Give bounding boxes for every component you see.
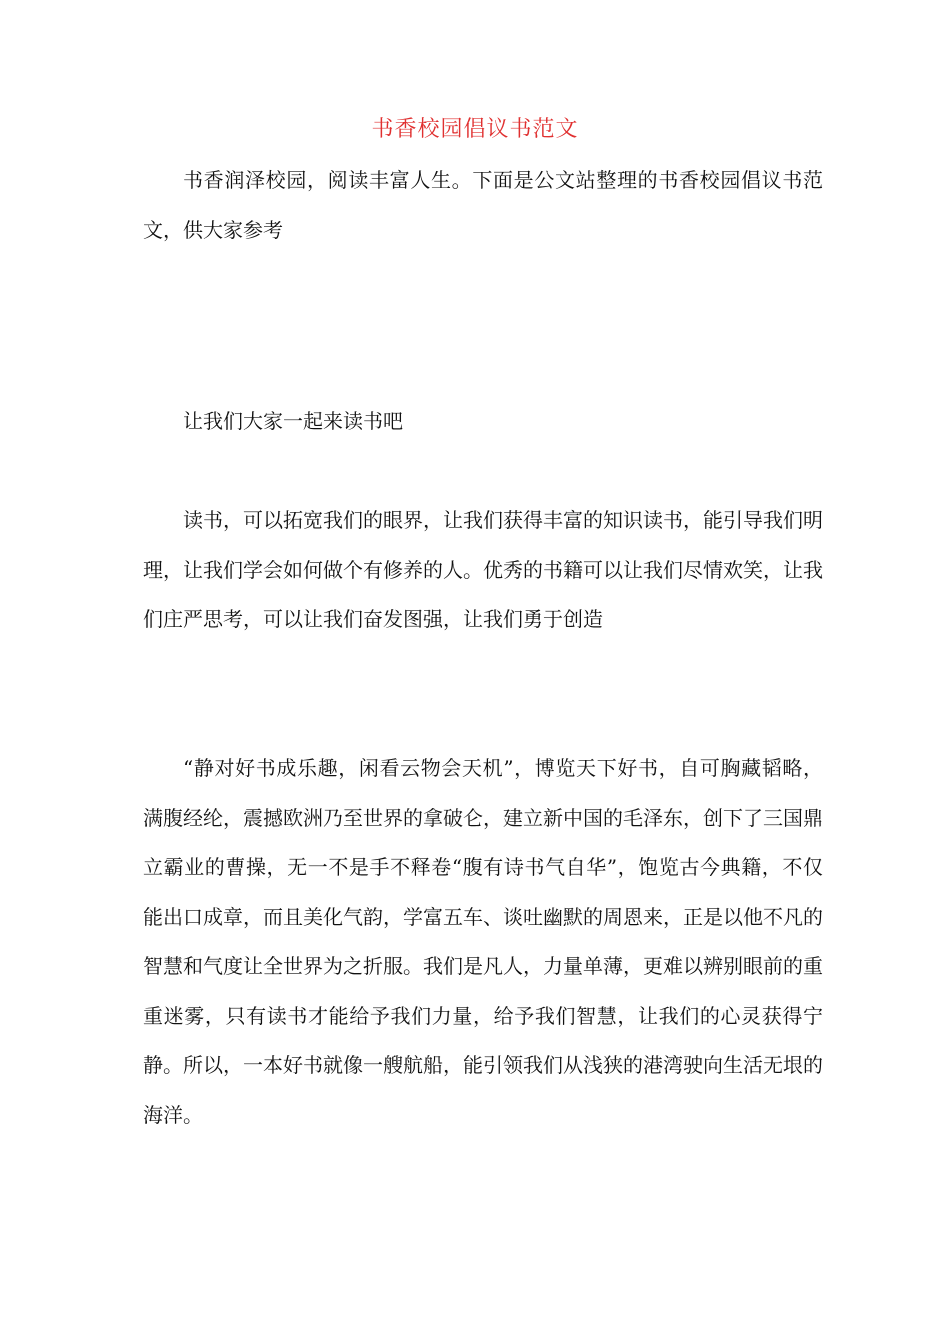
intro-paragraph: 书香润泽校园，阅读丰富人生。下面是公文站整理的书香校园倡议书范文，供大家参考 — [143, 168, 823, 242]
call-to-read-paragraph: 让我们大家一起来读书吧 — [183, 409, 403, 433]
document-title: 书香校园倡议书范文 — [371, 117, 579, 142]
reading-benefits-paragraph: 读书，可以拓宽我们的眼界，让我们获得丰富的知识读书，能引导我们明理，让我们学会如何做个有修养的人。优秀的书籍可以让我们尽情欢笑，让我们庄严思考，可以让我们奋发图强，让我们勇于创造 — [143, 508, 823, 631]
quote-paragraph: “静对好书成乐趣，闲看云物会天机”，博览天下好书，自可胸藏韬略，满腹经纶，震撼欧洲乃至世界的拿破仑，建立新中国的毛泽东，创下了三国鼎立霸业的曹操，无一不是手不释卷“腹有诗书气自华”，饱览古今典籍，不仅能出口成章，而且美化气韵，学富五车、谈吐幽默的周恩来，正是以他不凡的智慧和气度让全世界为之折服。我们是凡人，力量单薄，更难以辨别眼前的重重迷雾，只有读书才能给予我们力量，给予我们智慧，让我们的心灵获得宁静。所以，一本好书就像一艘航船，能引领我们从浅狭的港湾驶向生活无垠的海洋。 — [143, 756, 823, 1127]
